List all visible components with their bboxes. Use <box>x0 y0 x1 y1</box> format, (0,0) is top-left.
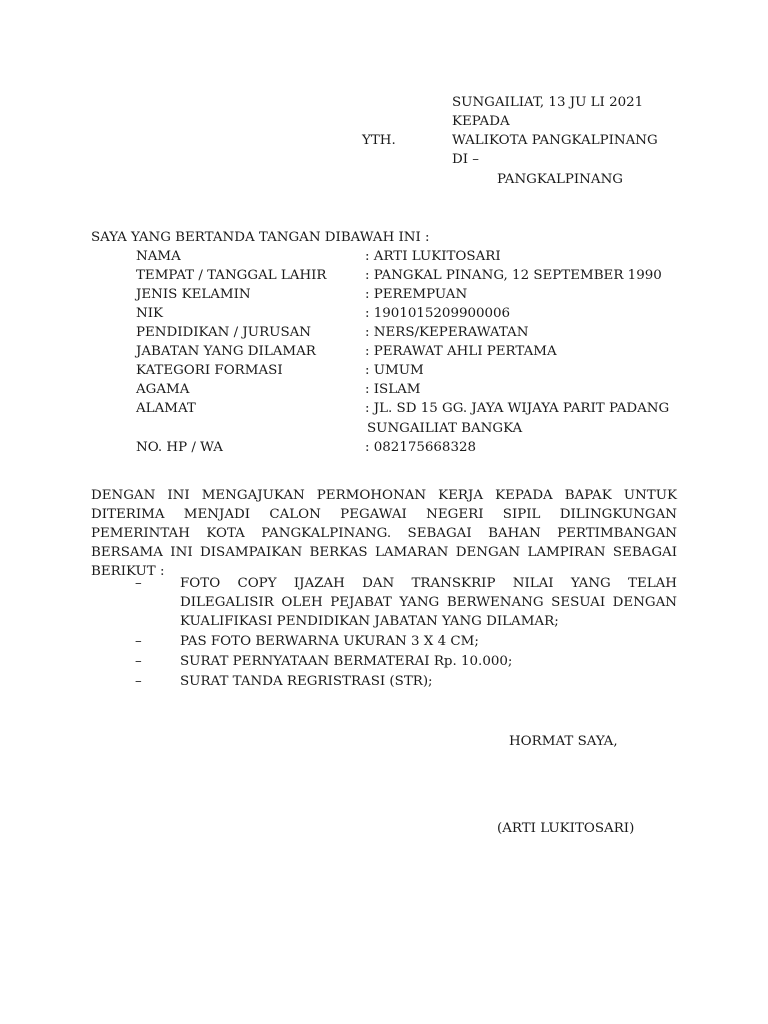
field-label-nama: NAMA <box>136 249 181 264</box>
yth-label: YTH. <box>362 133 396 148</box>
field-label-alamat: ALAMAT <box>136 401 196 416</box>
field-value-jenis-kelamin: : PEREMPUAN <box>365 287 468 302</box>
kepada-label: KEPADA <box>452 114 510 129</box>
list-item: SURAT PERNYATAAN BERMATERAI Rp. 10.000; <box>180 654 513 669</box>
place-date: SUNGAILIAT, 13 JU LI 2021 <box>452 95 644 110</box>
field-label-hp: NO. HP / WA <box>136 440 223 455</box>
field-label-pendidikan: PENDIDIKAN / JURUSAN <box>136 325 312 340</box>
list-bullet: – <box>135 576 142 591</box>
intro-line: SAYA YANG BERTANDA TANGAN DIBAWAH INI : <box>91 230 430 245</box>
list-item: SURAT TANDA REGRISTRASI (STR); <box>180 674 433 689</box>
list-bullet: – <box>135 654 142 669</box>
recipient: WALIKOTA PANGKALPINANG <box>452 133 658 148</box>
list-bullet: – <box>135 674 142 689</box>
di-label: DI – <box>452 152 479 167</box>
body-paragraph: DENGAN INI MENGAJUKAN PERMOHONAN KERJA KEPADA BAPAK UNTUK DITERIMA MENJADI CALON PEGAWAI NEGERI SIPIL DILINGKUNGAN PEMERINTAH KOTA PANGKALPINANG. SEBAGAI BAHAN PERTIMBANGAN BERSAMA INI DISAMPAIKAN BERKAS LAMARAN DENGAN LAMPIRAN SEBAGAI BERIKUT : <box>91 488 677 579</box>
field-label-ttl: TEMPAT / TANGGAL LAHIR <box>136 268 327 283</box>
field-value-jabatan: : PERAWAT AHLI PERTAMA <box>365 344 557 359</box>
recipient-city: PANGKALPINANG <box>497 172 623 187</box>
list-item: FOTO COPY IJAZAH DAN TRANSKRIP NILAI YANG TELAH DILEGALISIR OLEH PEJABAT YANG BERWENANG SESUAI DENGAN KUALIFIKASI PENDIDIKAN JABATAN YANG DILAMAR; <box>180 576 677 629</box>
field-label-jabatan: JABATAN YANG DILAMAR <box>136 344 316 359</box>
field-value-hp: : 082175668328 <box>365 440 477 455</box>
field-value-alamat: : JL. SD 15 GG. JAYA WIJAYA PARIT PADANG <box>365 401 670 416</box>
field-label-kategori: KATEGORI FORMASI <box>136 363 283 378</box>
list-bullet: – <box>135 634 142 649</box>
field-label-jenis-kelamin: JENIS KELAMIN <box>136 287 251 302</box>
field-value-alamat-line2: SUNGAILIAT BANGKA <box>367 421 523 436</box>
field-value-pendidikan: : NERS/KEPERAWATAN <box>365 325 529 340</box>
list-item: PAS FOTO BERWARNA UKURAN 3 X 4 CM; <box>180 634 479 649</box>
field-value-agama: : ISLAM <box>365 382 421 397</box>
field-value-ttl: : PANGKAL PINANG, 12 SEPTEMBER 1990 <box>365 268 662 283</box>
closing-salutation: HORMAT SAYA, <box>509 734 618 749</box>
signature-name: (ARTI LUKITOSARI) <box>497 821 635 836</box>
field-label-agama: AGAMA <box>136 382 190 397</box>
field-value-nik: : 1901015209900006 <box>365 306 511 321</box>
field-label-nik: NIK <box>136 306 164 321</box>
field-value-nama: : ARTI LUKITOSARI <box>365 249 501 264</box>
field-value-kategori: : UMUM <box>365 363 424 378</box>
